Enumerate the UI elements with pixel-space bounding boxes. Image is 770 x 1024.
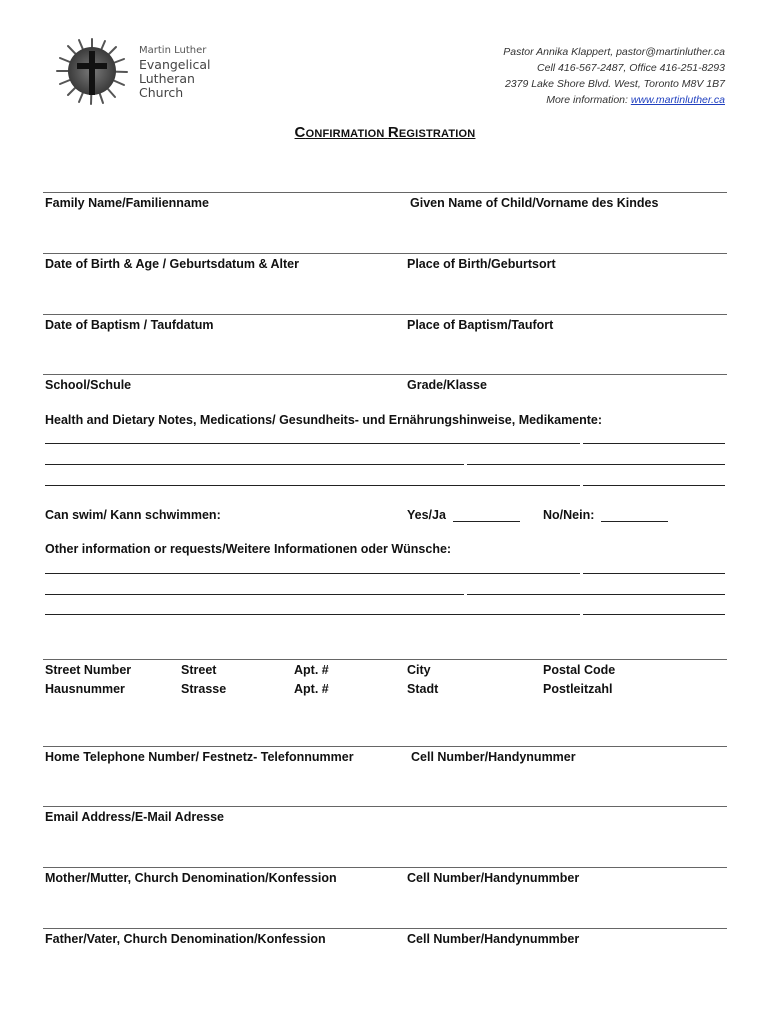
line-gap xyxy=(464,463,467,467)
contact-pastor: Pastor Annika Klappert, pastor@martinluther.ca xyxy=(503,46,725,58)
father-label: Father/Vater, Church Denomination/Konfession xyxy=(45,932,326,946)
other-info-line[interactable] xyxy=(45,614,725,615)
city-label: City xyxy=(407,663,431,677)
line-gap xyxy=(580,613,583,617)
postleitzahl-label: Postleitzahl xyxy=(543,682,613,696)
website-link[interactable]: www.martinluther.ca xyxy=(630,94,725,106)
church-name-line2: Evangelical xyxy=(139,57,211,72)
given-name-label: Given Name of Child/Vorname des Kindes xyxy=(410,196,659,210)
divider xyxy=(43,867,727,868)
line-gap xyxy=(580,442,583,446)
church-name-line3: Lutheran xyxy=(139,71,195,86)
no-label: No/Nein: xyxy=(543,508,595,522)
home-phone-label: Home Telephone Number/ Festnetz- Telefonnummer xyxy=(45,750,354,764)
divider xyxy=(43,314,727,315)
school-label: School/Schule xyxy=(45,378,132,392)
church-name xyxy=(139,44,210,100)
street-label: Street xyxy=(181,663,217,677)
contact-phone: Cell 416-567-2487, Office 416-251-8293 xyxy=(537,62,725,74)
line-gap xyxy=(464,593,467,597)
apt-de-label: Apt. # xyxy=(294,682,329,696)
health-notes-label: Health and Dietary Notes, Medications/ Gesundheits- und Ernährungshinweise, Medikamente: xyxy=(45,413,603,427)
line-gap xyxy=(580,572,583,576)
page-title xyxy=(0,124,770,141)
divider xyxy=(43,806,727,807)
divider xyxy=(43,374,727,375)
email-label: Email Address/E-Mail Adresse xyxy=(45,810,225,824)
postal-code-label: Postal Code xyxy=(543,663,616,677)
divider xyxy=(43,746,727,747)
other-info-line[interactable] xyxy=(45,573,725,574)
title-letter-r: R xyxy=(387,124,399,141)
date-of-baptism-label: Date of Baptism / Taufdatum xyxy=(45,318,214,332)
mother-cell-label: Cell Number/Handynummber xyxy=(407,871,580,885)
place-of-baptism-label: Place of Baptism/Taufort xyxy=(407,318,554,332)
health-notes-line[interactable] xyxy=(45,464,725,465)
health-notes-line[interactable] xyxy=(45,443,725,444)
church-name-line1: Martin Luther xyxy=(139,45,207,56)
family-name-label: Family Name/Familienname xyxy=(45,196,209,210)
street-number-label: Street Number xyxy=(45,663,132,677)
yes-answer-line[interactable] xyxy=(453,521,520,522)
title-letter-c: C xyxy=(294,124,306,141)
title-egistration: EGISTRATION xyxy=(398,128,476,140)
father-cell-label: Cell Number/Handynummber xyxy=(407,932,580,946)
church-logo-icon xyxy=(55,37,129,105)
can-swim-label: Can swim/ Kann schwimmen: xyxy=(45,508,221,522)
divider xyxy=(43,192,727,193)
cell-number-label: Cell Number/Handynummer xyxy=(411,750,576,764)
hausnummer-label: Hausnummer xyxy=(45,682,125,696)
contact-address: 2379 Lake Shore Blvd. West, Toronto M8V 1B7 xyxy=(504,78,725,90)
divider xyxy=(43,253,727,254)
no-answer-line[interactable] xyxy=(601,521,668,522)
church-name-line4: Church xyxy=(139,85,184,100)
title-onfirmation: ONFIRMATION xyxy=(305,128,388,140)
grade-label: Grade/Klasse xyxy=(407,378,487,392)
yes-label: Yes/Ja xyxy=(407,508,446,522)
contact-more-info xyxy=(503,92,725,108)
divider xyxy=(43,928,727,929)
line-gap xyxy=(580,484,583,488)
date-of-birth-label: Date of Birth & Age / Geburtsdatum & Alter xyxy=(45,257,299,271)
mother-label: Mother/Mutter, Church Denomination/Konfession xyxy=(45,871,337,885)
stadt-label: Stadt xyxy=(407,682,439,696)
health-notes-line[interactable] xyxy=(45,485,725,486)
apt-label: Apt. # xyxy=(294,663,329,677)
place-of-birth-label: Place of Birth/Geburtsort xyxy=(407,257,556,271)
contact-info xyxy=(503,44,725,108)
strasse-label: Strasse xyxy=(181,682,227,696)
more-info-label: More information: xyxy=(546,94,631,106)
other-info-label: Other information or requests/Weitere Informationen oder Wünsche: xyxy=(45,542,452,556)
other-info-line[interactable] xyxy=(45,594,725,595)
divider xyxy=(43,659,727,660)
